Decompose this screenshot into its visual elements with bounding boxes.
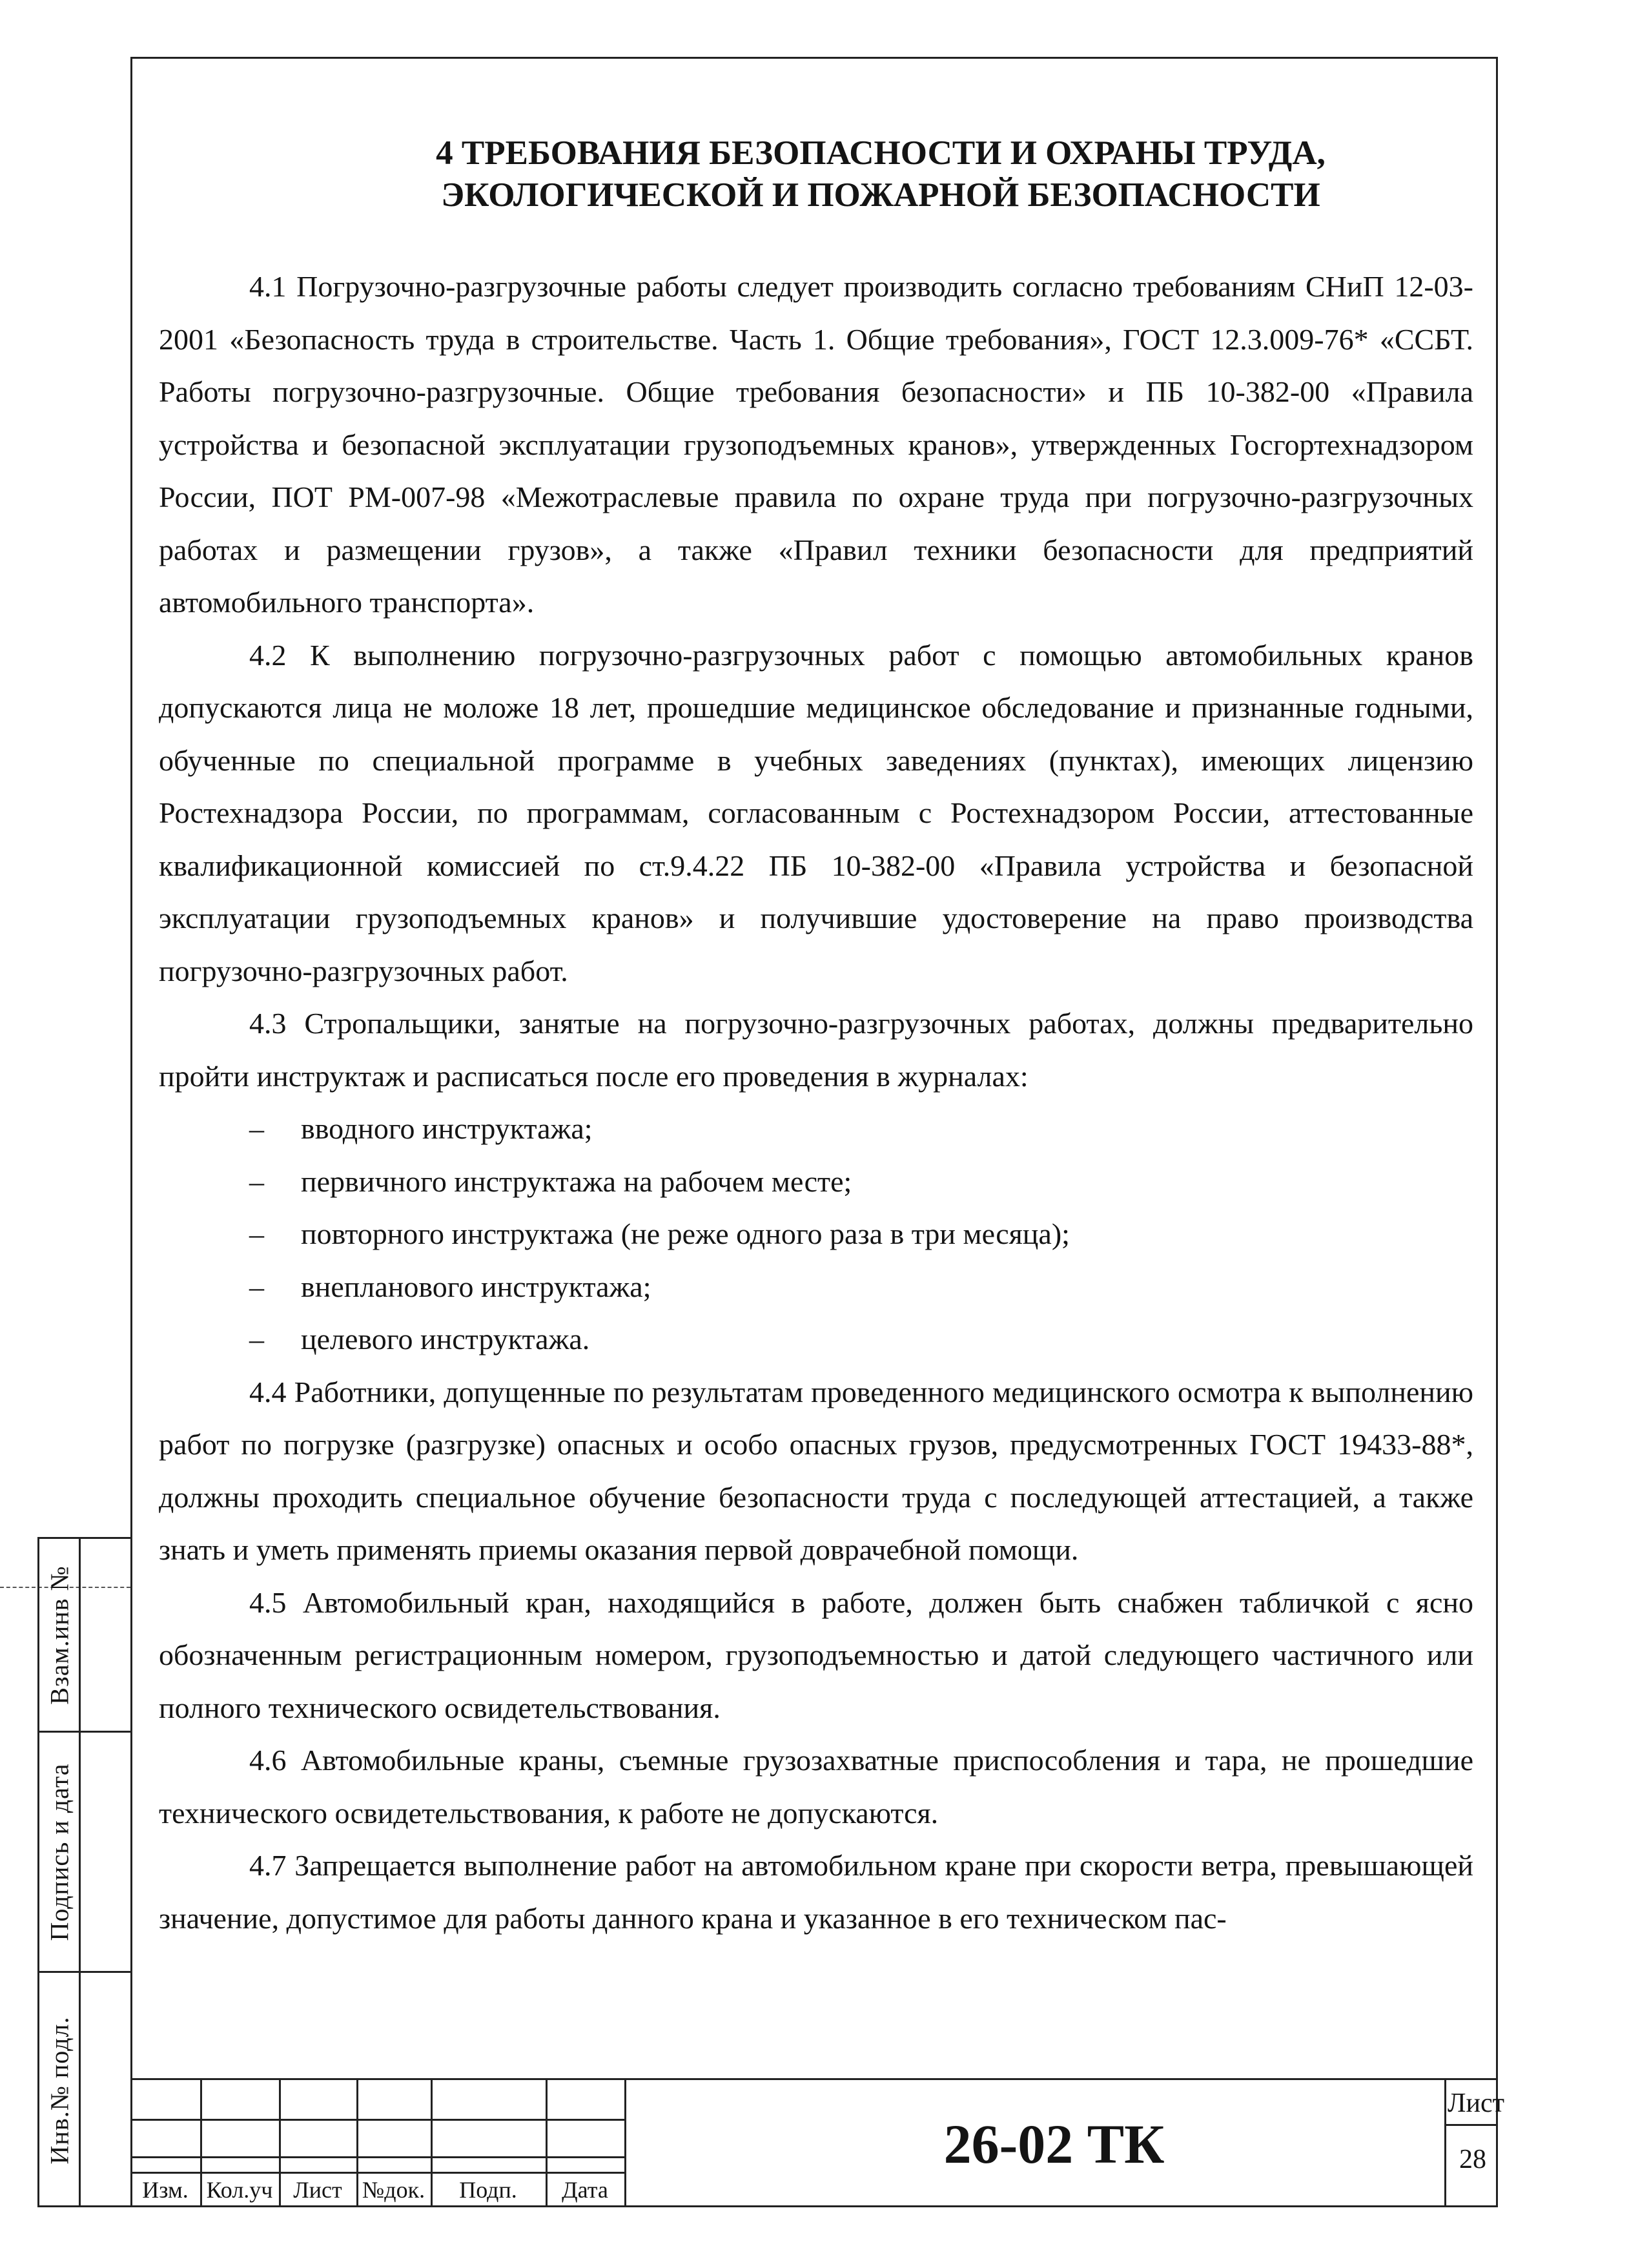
paragraph-4-1: 4.1 Погрузочно-разгрузочные работы следует производить согласно требованиям СНиП 12-03-2001 «Безопасность труда в строительстве. Часть 1. Общие требования», ГОСТ 12.3.009-76* «ССБТ. Работы погрузочно-разгрузочные. Общие требования безопасности» и ПБ 10-382-00 «Правила устройства и безопасной эксплуатации грузоподъемных кранов», утвержденных Госгортехнадзором России, ПОТ РМ-007-98 «Межотраслевые правила по охране труда при погрузочно-разгрузочных работах и размещении грузов», а также «Правил техники безопасности для предприятий автомобильного транспорта». [159,270,1473,619]
section-title-line-2: ЭКОЛОГИЧЕСКОЙ И ПОЖАРНОЙ БЕЗОПАСНОСТИ [441,176,1320,214]
col-header-ndok: №док. [362,2177,425,2203]
strip-cell-inv-podl [39,1973,130,2207]
document-body [159,132,1473,1944]
margin-stamp-strip [37,1537,130,2207]
section-title [288,132,1473,216]
strip-cell-vzam [39,1539,130,1733]
document-code: 26-02 ТК [943,2112,1165,2175]
strip-label-vzam-inv: Взам.инв № [45,1565,74,1705]
strip-label-podpis-data: Подпись и дата [45,1762,74,1941]
paragraph-4-3: 4.3 Стропальщики, занятые на погрузочно-разгрузочных работах, должны предварительно пройти инструктаж и расписаться после его проведения в журналах: [159,1007,1473,1093]
strip-label-inv-podl: Инв.№ подл. [45,2016,74,2164]
col-header-list: Лист [293,2177,342,2203]
strip-cell-podpis [39,1733,130,1973]
paragraph-4-4: 4.4 Работники, допущенные по результатам проведенного медицинского осмотра к выполнению работ по погрузке (разгрузке) опасных и особо опасных грузов, предусмотренных ГОСТ 19433-88*, должны проходить специальное обучение безопасности труда с последующей аттестацией, а также знать и уметь применять приемы оказания первой доврачебной помощи. [159,1375,1473,1566]
paragraph-4-5: 4.5 Автомобильный кран, находящийся в работе, должен быть снабжен табличкой с ясно обозначенным регистрационным номером, грузоподъемностью и датой следующего частичного или полного технического освидетельствования. [159,1585,1473,1724]
list-item: – вводного инструктажа; [159,1102,1473,1155]
paragraph-4-2: 4.2 К выполнению погрузочно-разгрузочных работ с помощью автомобильных кранов допускаются лица не моложе 18 лет, прошедшие медицинское обследование и признанные годными, обученные по специальной программе в учебных заведениях (пунктах), имеющих лицензию Ростехнадзора России, по программам, согласованным с Ростехнадзором России, аттестованные квалификационной комиссией по ст.9.4.22 ПБ 10-382-00 «Правила устройства и безопасной эксплуатации грузоподъемных кранов» и получившие удостоверение на право производства погрузочно-разгрузочных работ. [159,638,1473,987]
sheet-number: 28 [1459,2145,1486,2174]
title-block [130,2078,1504,2207]
paragraph-4-6: 4.6 Автомобильные краны, съемные грузозахватные приспособления и тара, не прошедшие технического освидетельствования, к работе не допускаются. [159,1744,1473,1830]
col-header-podp: Подп. [459,2177,517,2203]
list-item: – повторного инструктажа (не реже одного раза в три месяца); [159,1208,1473,1261]
paragraph-4-7: 4.7 Запрещается выполнение работ на автомобильном кране при скорости ветра, превышающей значение, допустимое для работы данного крана и указанное в его техническом пас- [159,1849,1473,1935]
instruction-log-list [159,1102,1473,1366]
section-title-line-1: 4 ТРЕБОВАНИЯ БЕЗОПАСНОСТИ И ОХРАНЫ ТРУДА, [436,134,1326,172]
col-header-kol-uch: Кол.уч [206,2177,273,2203]
list-item: – внепланового инструктажа; [159,1261,1473,1314]
list-item: – целевого инструктажа. [159,1313,1473,1366]
col-header-data: Дата [562,2177,608,2203]
sheet-label: Лист [1448,2088,1504,2118]
list-item: – первичного инструктажа на рабочем месте; [159,1155,1473,1208]
col-header-izm: Изм. [142,2177,189,2203]
